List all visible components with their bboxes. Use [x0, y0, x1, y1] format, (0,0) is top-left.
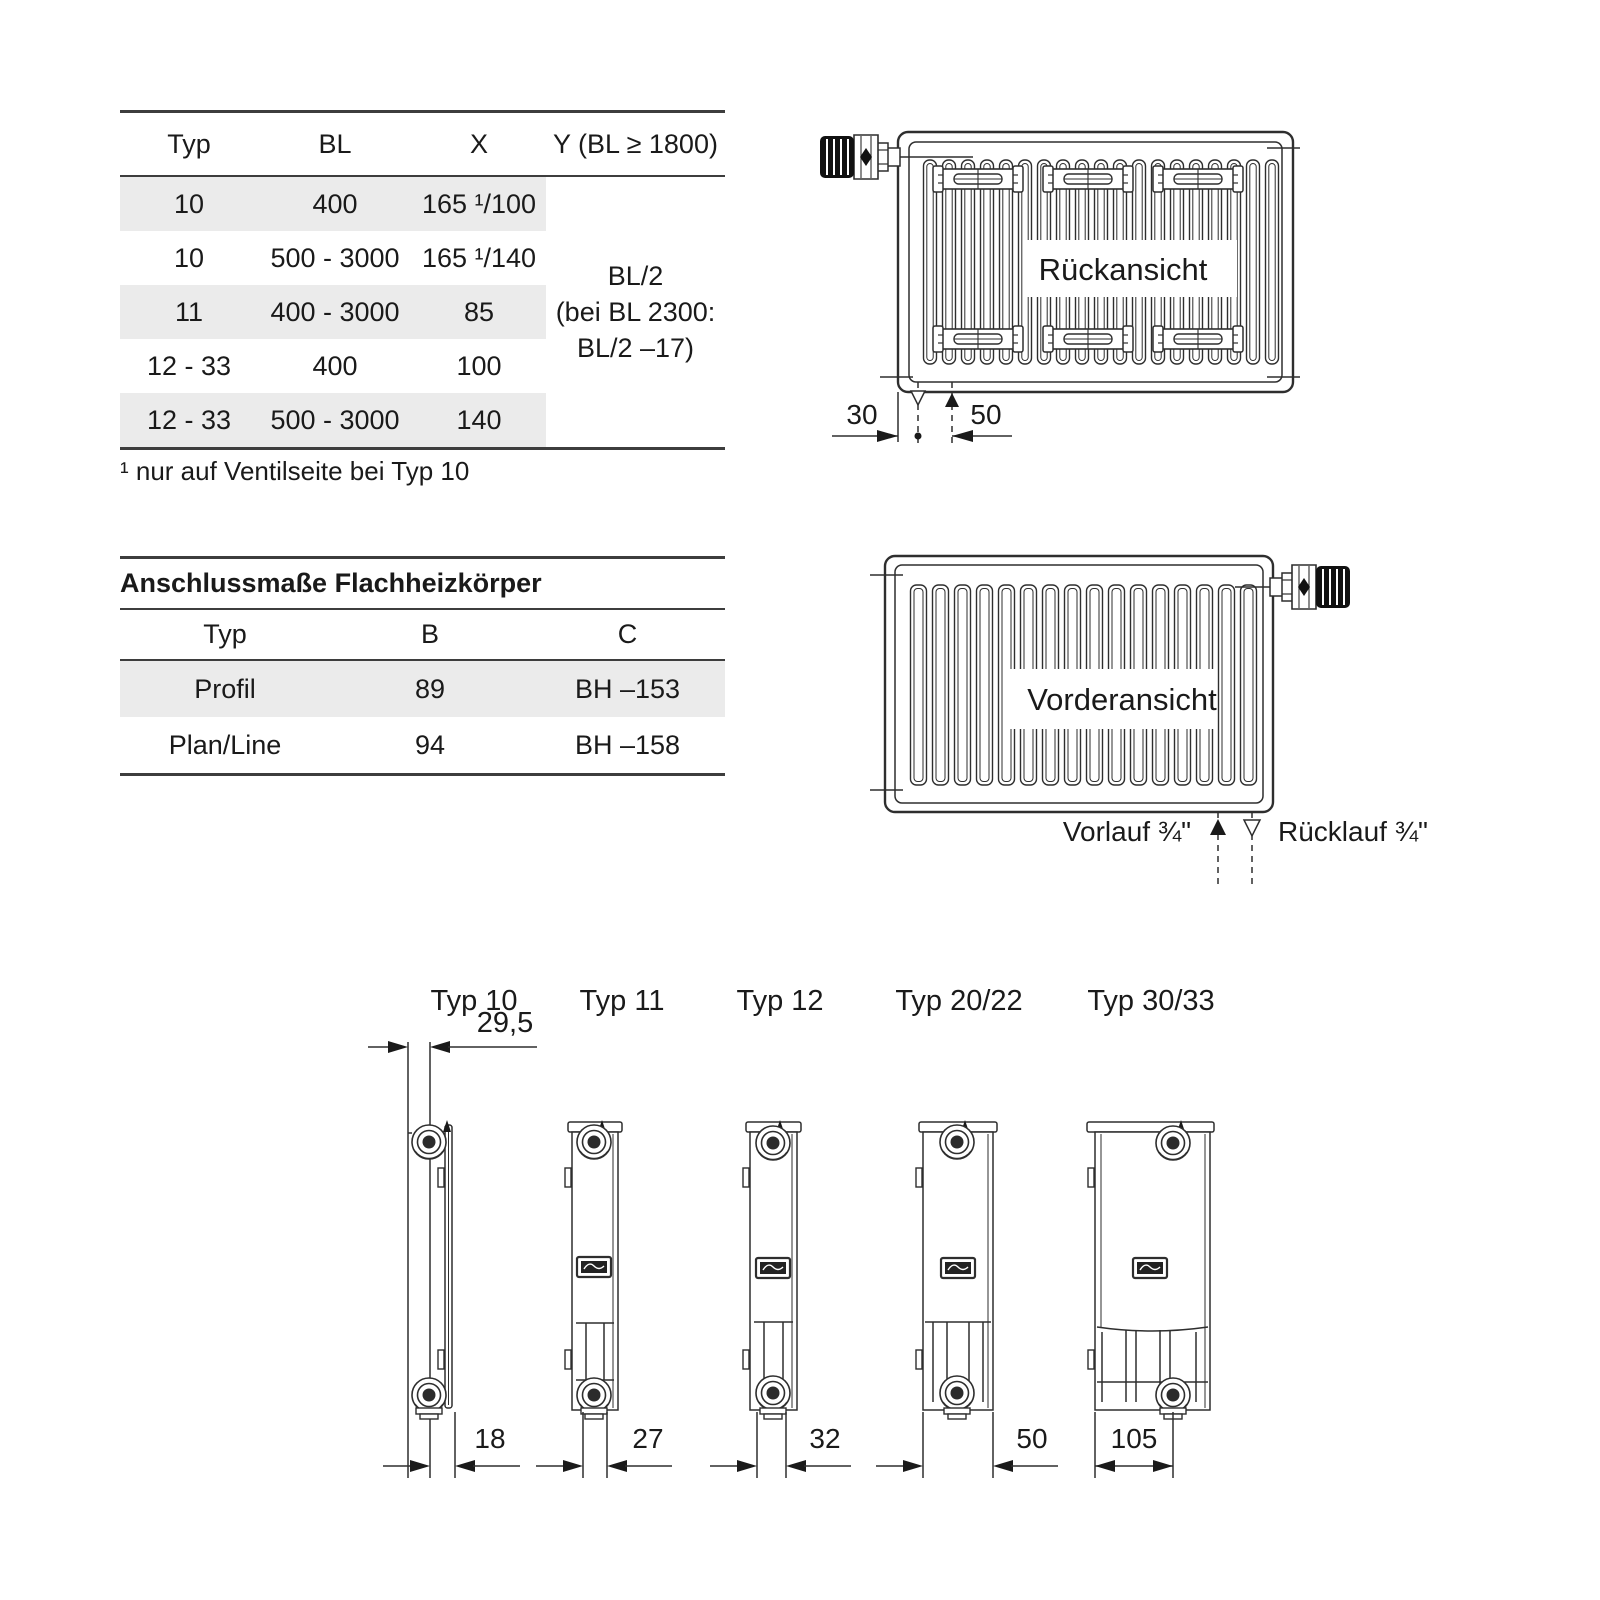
return-label: Rücklauf ¾": [1277, 816, 1429, 847]
cell-c: BH –158: [574, 729, 681, 760]
type-label-20-22: Typ 20/22: [895, 985, 1023, 1017]
connection-boss-icon: [412, 1378, 446, 1412]
table-row: [120, 661, 725, 717]
cell-c: BH –153: [574, 673, 681, 704]
depth-105-label: 105: [1110, 1423, 1158, 1454]
cell-typ: 12 - 33: [146, 404, 232, 435]
connection-boss-icon: [1156, 1378, 1190, 1412]
supply-marker-icon: [945, 393, 959, 407]
col-header-typ: Typ: [167, 128, 211, 159]
cross-section-typ-20-22: [916, 1120, 997, 1419]
type-label-30-33: Typ 30/33: [1087, 985, 1215, 1017]
cell-bl: 400: [312, 188, 358, 219]
table-row: [120, 339, 546, 393]
cell-x: 85: [463, 296, 495, 327]
col-header-bl: BL: [318, 128, 352, 159]
cell-b: 94: [414, 729, 446, 760]
col-header-b: B: [420, 619, 439, 649]
cell-b: 89: [414, 673, 446, 704]
cell-typ: 12 - 33: [146, 350, 232, 381]
table2-header: [120, 610, 725, 661]
cell-typ: 11: [174, 296, 204, 327]
brand-badge-icon: [577, 1257, 611, 1277]
connection-dimensions-table: [120, 556, 725, 776]
depth-dimensions: [383, 1412, 1173, 1478]
rear-view-diagram: [780, 90, 1440, 460]
front-connections: [1063, 812, 1428, 887]
front-radiator-body: [870, 556, 1273, 812]
valve-dimensions-table: [120, 110, 725, 450]
supply-arrow-icon: [1210, 819, 1226, 835]
cell-typ: Profil: [194, 673, 256, 704]
drain-plug-icon: [760, 1408, 786, 1419]
table-row: [120, 393, 546, 447]
connection-boss-icon: [1156, 1126, 1190, 1160]
type-cross-sections: [360, 950, 1260, 1510]
mounting-bracket: [1043, 166, 1133, 192]
cell-typ: 10: [173, 242, 205, 273]
connection-boss-icon: [756, 1376, 790, 1410]
drain-plug-icon: [416, 1408, 442, 1419]
dim-30-label: 30: [846, 399, 878, 430]
y-cell-line3: BL/2 –17): [576, 333, 695, 363]
cell-typ: 10: [173, 188, 205, 219]
return-arrow-icon: [1244, 820, 1260, 836]
drain-plug-icon: [581, 1408, 607, 1419]
connection-boss-icon: [940, 1125, 974, 1159]
y-cell-line1: BL/2: [607, 261, 664, 291]
mounting-bracket: [1153, 326, 1243, 352]
depth-32-label: 32: [809, 1423, 841, 1454]
valve-dimensions-table-header: [120, 113, 725, 177]
cell-bl: 500 - 3000: [270, 404, 400, 435]
connection-boss-icon: [577, 1125, 611, 1159]
y-cell-line2: (bei BL 2300:: [555, 297, 716, 327]
rear-radiator-body: [880, 132, 1300, 392]
merged-y-cell: [546, 177, 725, 447]
supply-label: Vorlauf ¾": [1062, 816, 1192, 847]
mounting-bracket: [1153, 166, 1243, 192]
col-header-x: X: [469, 128, 488, 159]
cell-typ: Plan/Line: [168, 729, 282, 760]
cell-x: 100: [456, 350, 502, 381]
table-row: [120, 285, 546, 339]
table-row: [120, 177, 546, 231]
cell-bl: 500 - 3000: [270, 242, 400, 273]
depth-50-label: 50: [1016, 1423, 1048, 1454]
connection-boss-icon: [412, 1125, 446, 1159]
col-header-typ: Typ: [203, 619, 247, 649]
rear-view-label: Rückansicht: [1038, 252, 1208, 287]
table-row: [120, 717, 725, 773]
cross-section-typ-30-33: [1087, 1120, 1214, 1419]
brand-badge-icon: [756, 1258, 790, 1278]
dim-50-label: 50: [970, 399, 1002, 430]
mounting-bracket: [933, 326, 1023, 352]
table-row: [120, 231, 546, 285]
front-view-label: Vorderansicht: [1027, 682, 1217, 717]
mounting-bracket: [933, 166, 1023, 192]
table2-title: Anschlussmaße Flachheizkörper: [120, 559, 725, 610]
col-header-y: Y (BL ≥ 1800): [553, 128, 718, 159]
cross-section-typ-11: [565, 1120, 622, 1419]
col-header-c: C: [617, 619, 638, 649]
table-footnote: ¹ nur auf Ventilseite bei Typ 10: [120, 456, 470, 486]
cell-x: 165 ¹/100: [421, 188, 537, 219]
cell-bl: 400: [312, 350, 358, 381]
brand-badge-icon: [1133, 1258, 1167, 1278]
return-marker-icon: [911, 391, 925, 405]
dim-29-5-label: 29,5: [476, 1007, 534, 1039]
brand-badge-icon: [941, 1258, 975, 1278]
type-label-12: Typ 12: [736, 985, 824, 1017]
depth-27-label: 27: [632, 1423, 664, 1454]
cell-bl: 400 - 3000: [270, 296, 400, 327]
cell-x: 165 ¹/140: [421, 242, 537, 273]
connection-boss-icon: [940, 1376, 974, 1410]
connection-boss-icon: [756, 1126, 790, 1160]
drain-plug-icon: [944, 1408, 970, 1419]
connection-boss-icon: [577, 1378, 611, 1412]
depth-18-label: 18: [474, 1423, 506, 1454]
type-label-10: Typ 10: [430, 985, 518, 1017]
cell-x: 140: [456, 404, 502, 435]
type-label-11: Typ 11: [579, 985, 665, 1017]
cross-section-typ-12: [743, 1120, 801, 1419]
mounting-bracket: [1043, 326, 1133, 352]
front-view-diagram: [830, 535, 1490, 905]
